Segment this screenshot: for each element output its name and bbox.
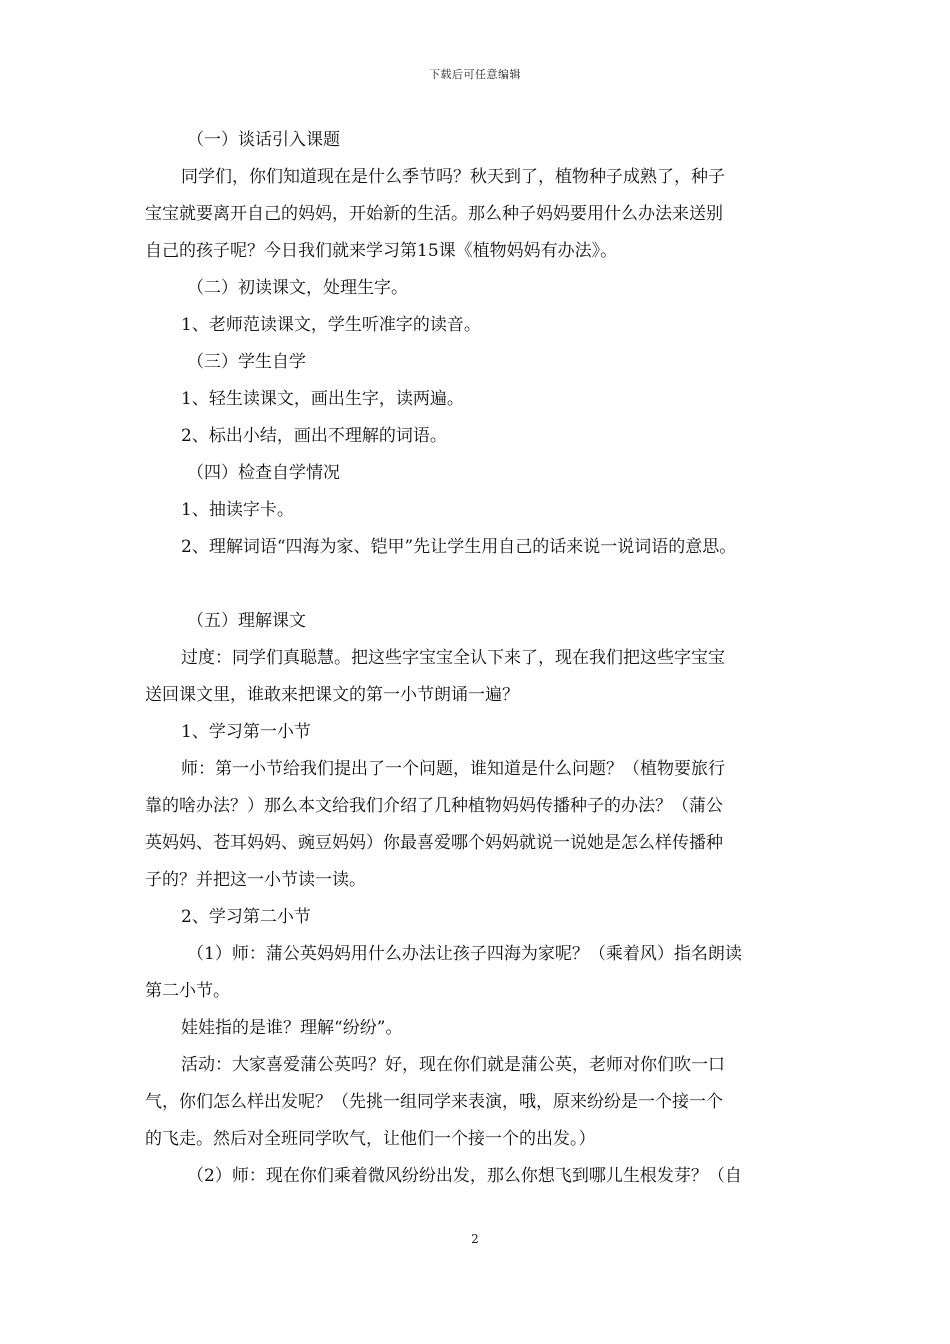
document-body xyxy=(145,122,810,1195)
section-heading: （二）初读课文，处理生字。 xyxy=(187,278,408,298)
page-number: 2 xyxy=(471,1232,479,1246)
blank-line xyxy=(145,566,810,603)
list-item: 2、学习第二小节 xyxy=(181,907,311,927)
paragraph-line: （2）师：现在你们乘着微风纷纷出发，那么你想飞到哪儿生根发芽？（自 xyxy=(187,1166,742,1186)
section-heading: （四）检查自学情况 xyxy=(187,463,340,483)
list-item: 1、学习第一小节 xyxy=(181,722,311,742)
list-item: 1、抽读字卡。 xyxy=(181,500,294,520)
paragraph-line: 子的？并把这一小节读一读。 xyxy=(145,870,366,890)
paragraph-line: 的飞走。然后对全班同学吹气，让他们一个接一个的出发。） xyxy=(145,1129,596,1149)
paragraph-line: 同学们，你们知道现在是什么季节吗？秋天到了，植物种子成熟了，种子 xyxy=(181,167,725,187)
paragraph-line: 第二小节。 xyxy=(145,981,230,1001)
section-heading: （一）谈话引入课题 xyxy=(187,130,340,150)
section-heading: （五）理解课文 xyxy=(187,611,306,631)
page-header: 下载后可任意编辑 xyxy=(429,68,521,81)
paragraph-line: 靠的啥办法？）那么本文给我们介绍了几种植物妈妈传播种子的办法？（蒲公 xyxy=(145,796,723,816)
list-item: 2、理解词语“四海为家、铠甲”先让学生用自己的话来说一说词语的意思。 xyxy=(181,537,737,557)
paragraph-line: 气，你们怎么样出发呢？（先挑一组同学来表演，哦，原来纷纷是一个接一个 xyxy=(145,1092,723,1112)
paragraph-line: 英妈妈、苍耳妈妈、豌豆妈妈）你最喜爱哪个妈妈就说一说她是怎么样传播种 xyxy=(145,833,723,853)
paragraph-line: 过度：同学们真聪慧。把这些字宝宝全认下来了，现在我们把这些字宝宝 xyxy=(181,648,725,668)
paragraph-line: 活动：大家喜爱蒲公英吗？好，现在你们就是蒲公英，老师对你们吹一口 xyxy=(181,1055,725,1075)
list-item: 1、轻生读课文，画出生字，读两遍。 xyxy=(181,389,464,409)
list-item: 2、标出小结，画出不理解的词语。 xyxy=(181,426,447,446)
paragraph-line: 自己的孩子呢？今日我们就来学习第15课《植物妈妈有办法》。 xyxy=(145,241,618,261)
list-item: 1、老师范读课文，学生听准字的读音。 xyxy=(181,315,481,335)
paragraph-line: （1）师：蒲公英妈妈用什么办法让孩子四海为家呢？（乘着风）指名朗读 xyxy=(187,944,742,964)
paragraph-line: 娃娃指的是谁？理解“纷纷”。 xyxy=(181,1018,403,1038)
section-heading: （三）学生自学 xyxy=(187,352,306,372)
paragraph-line: 送回课文里，谁敢来把课文的第一小节朗诵一遍？ xyxy=(145,685,519,705)
paragraph-line: 师：第一小节给我们提出了一个问题，谁知道是什么问题？（植物要旅行 xyxy=(181,759,725,779)
paragraph-line: 宝宝就要离开自己的妈妈，开始新的生活。那么种子妈妈要用什么办法来送别 xyxy=(145,204,723,224)
